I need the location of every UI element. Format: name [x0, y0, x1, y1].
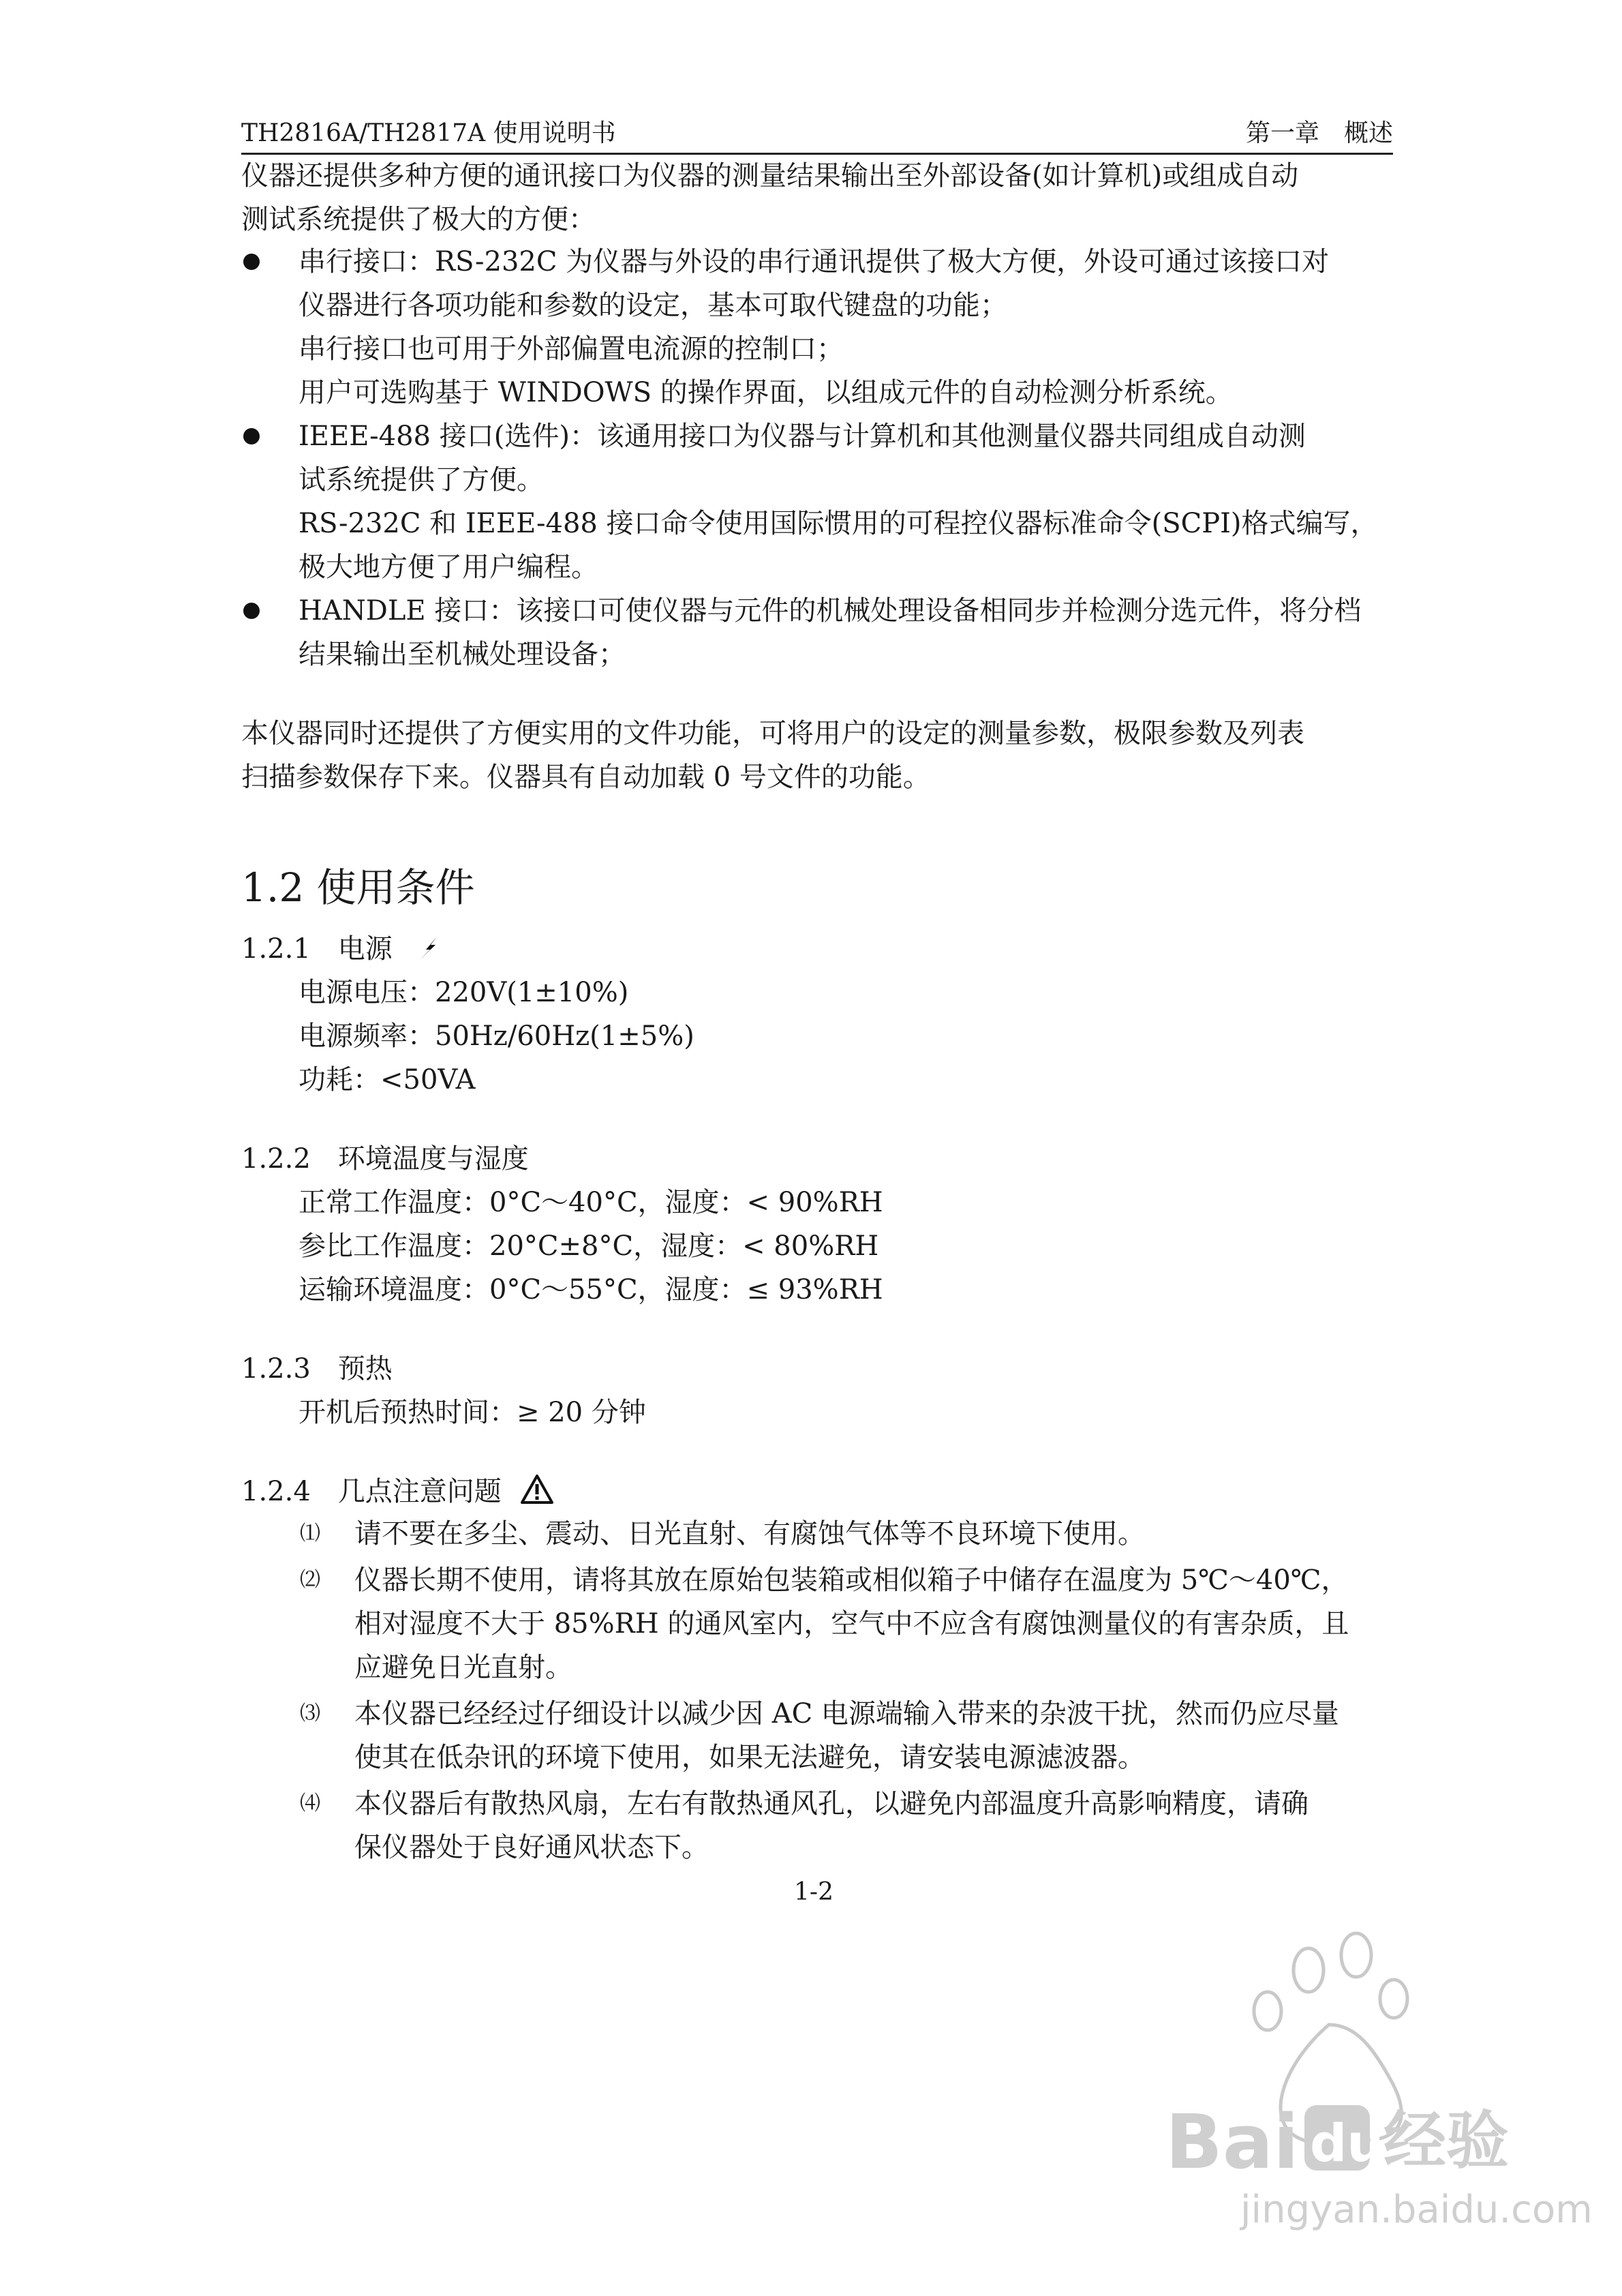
note-line: 使其在低杂讯的环境下使用，如果无法避免，请安装电源滤波器。: [354, 1742, 1145, 1773]
note-line: 相对湿度不大于 85%RH 的通风室内，空气中不应含有腐蚀测量仪的有害杂质，且: [354, 1608, 1349, 1640]
power-heading-text: 1.2.1 电源: [241, 933, 393, 965]
note-number: ⑴: [300, 1522, 320, 1545]
power-spec-line: 功耗：<50VA: [299, 1064, 476, 1096]
power-spec-line: 电源电压：220V(1±10%): [299, 977, 629, 1008]
environment-spec-line: 参比工作温度：20°C±8°C，湿度：< 80%RH: [299, 1230, 879, 1262]
notes-heading: [241, 1472, 554, 1511]
power-heading: [241, 930, 441, 968]
running-header: [241, 115, 1393, 155]
page-number: 1-2: [794, 1878, 833, 1906]
warmup-spec-line: 开机后预热时间：≥ 20 分钟: [299, 1397, 646, 1428]
warning-triangle-icon: [520, 1473, 554, 1505]
note-number: ⑷: [300, 1792, 320, 1815]
note-line: 仪器长期不使用，请将其放在原始包装箱或相似箱子中储存在温度为 5℃～40℃，: [354, 1565, 1349, 1596]
file-function-line: 本仪器同时还提供了方便实用的文件功能，可将用户的设定的测量参数，极限参数及列表: [241, 718, 1304, 749]
svg-text:Bai: Bai: [1165, 2098, 1299, 2186]
baidu-watermark: [1159, 1922, 1595, 2263]
intro-line: 仪器还提供多种方便的通讯接口为仪器的测量结果输出至外部设备(如计算机)或组成自动: [241, 160, 1299, 192]
header-chapter-title: 第一章 概述: [1245, 119, 1393, 147]
environment-spec-line: 正常工作温度：0°C～40°C，湿度：< 90%RH: [299, 1187, 883, 1218]
note-number: ⑵: [300, 1568, 320, 1592]
ieee-line: RS-232C 和 IEEE-488 接口命令使用国际惯用的可程控仪器标准命令(SCPI)格式编写，: [299, 508, 1378, 539]
header-manual-title: TH2816A/TH2817A 使用说明书: [241, 119, 616, 147]
serial-line: 串行接口也可用于外部偏置电流源的控制口；: [299, 333, 844, 365]
serial-line: 仪器进行各项功能和参数的设定，基本可取代键盘的功能；: [299, 290, 1007, 321]
note-line: 保仪器处于良好通风状态下。: [354, 1832, 709, 1863]
notes-heading-text: 1.2.4 几点注意问题: [241, 1476, 502, 1507]
ieee-line: 试系统提供了方便。: [299, 464, 544, 496]
warmup-heading: 1.2.3 预热: [241, 1353, 393, 1385]
note-line: 本仪器已经经过仔细设计以减少因 AC 电源端输入带来的杂波干扰，然而仍应尽量: [354, 1698, 1339, 1729]
environment-heading: 1.2.2 环境温度与湿度: [241, 1143, 529, 1175]
svg-text:du: du: [1310, 2113, 1384, 2173]
note-number: ⑶: [300, 1702, 320, 1725]
note-line: 本仪器后有散热风扇，左右有散热通风孔，以避免内部温度升高影响精度，请确: [354, 1788, 1309, 1819]
bullet-icon: [243, 603, 260, 619]
intro-line: 测试系统提供了极大的方便：: [241, 204, 596, 235]
environment-spec-line: 运输环境温度：0°C～55°C，湿度：≤ 93%RH: [299, 1274, 883, 1305]
ieee-line: 极大地方便了用户编程。: [299, 552, 598, 583]
note-line: 请不要在多尘、震动、日光直射、有腐蚀气体等不良环境下使用。: [354, 1518, 1145, 1550]
ieee-line: IEEE-488 接口(选件)：该通用接口为仪器与计算机和其他测量仪器共同组成自动测: [299, 421, 1306, 452]
svg-text:jingyan.baidu.com: jingyan.baidu.com: [1240, 2188, 1593, 2232]
svg-text:经验: 经验: [1383, 2104, 1510, 2177]
section-title: 1.2 使用条件: [241, 864, 475, 911]
handle-line: 结果输出至机械处理设备；: [299, 639, 626, 670]
power-lightning-icon: [416, 935, 441, 962]
serial-line: 用户可选购基于 WINDOWS 的操作界面，以组成元件的自动检测分析系统。: [299, 377, 1233, 408]
file-function-line: 扫描参数保存下来。仪器具有自动加载 0 号文件的功能。: [241, 761, 930, 793]
bullet-icon: [243, 254, 260, 270]
power-spec-line: 电源频率：50Hz/60Hz(1±5%): [299, 1021, 694, 1052]
serial-line: 串行接口：RS-232C 为仪器与外设的串行通讯提供了极大方便，外设可通过该接口对: [299, 246, 1330, 277]
handle-line: HANDLE 接口：该接口可使仪器与元件的机械处理设备相同步并检测分选元件，将分档: [299, 595, 1362, 626]
note-line: 应避免日光直射。: [354, 1652, 572, 1683]
bullet-icon: [243, 428, 260, 444]
